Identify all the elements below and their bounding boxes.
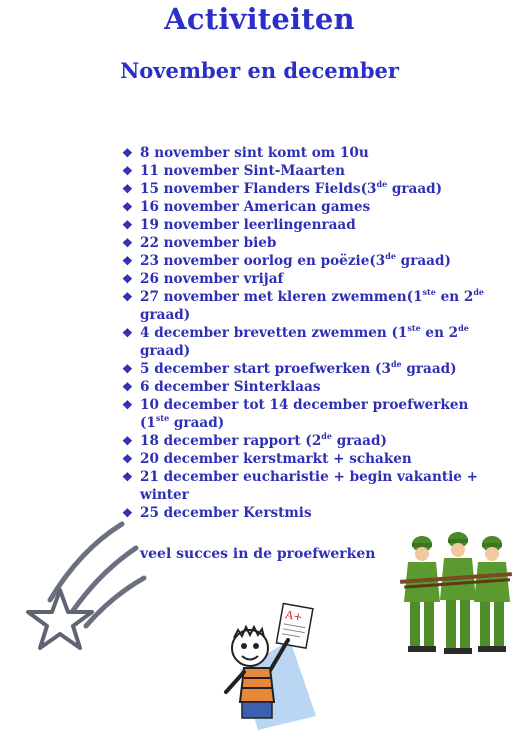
list-item: ❖ 27 november met kleren zwemmen(1ste en 2de graad) [122, 287, 484, 323]
diamond-bullet-icon: ❖ [122, 380, 133, 394]
diamond-bullet-icon: ❖ [122, 362, 133, 376]
list-item: ❖ 19 november leerlingenraad [122, 217, 356, 233]
list-item: ❖ 21 december eucharistie + begin vakantie + winter [122, 469, 479, 503]
list-item: ❖ 5 december start proefwerken (3de graad) [122, 359, 457, 377]
diamond-bullet-icon: ❖ [122, 326, 133, 340]
diamond-bullet-icon: ❖ [122, 290, 133, 304]
list-item: ❖ 6 december Sinterklaas [122, 379, 321, 395]
kid-with-grade-paper-clipart [220, 600, 330, 730]
soldiers-clipart [398, 532, 514, 660]
list-item: ❖ 16 november American games [122, 199, 371, 215]
diamond-bullet-icon: ❖ [122, 470, 133, 484]
grade-text: A+ [284, 608, 304, 624]
diamond-bullet-icon: ❖ [122, 254, 133, 268]
list-item: ❖ 11 november Sint-Maarten [122, 163, 346, 179]
diamond-bullet-icon: ❖ [122, 452, 133, 466]
list-item: ❖ 15 november Flanders Fields(3de graad) [122, 179, 443, 197]
list-item: ❖ 10 december tot 14 december proefwerken (1ste graad) [122, 397, 469, 431]
diamond-bullet-icon: ❖ [122, 200, 133, 214]
diamond-bullet-icon: ❖ [122, 182, 133, 196]
list-item: ❖ 26 november vrijaf [122, 271, 284, 287]
list-item: ❖ 18 december rapport (2de graad) [122, 431, 387, 449]
list-item: ❖ 4 december brevetten zwemmen (1ste en 2de graad) [122, 323, 469, 359]
diamond-bullet-icon: ❖ [122, 236, 133, 250]
diamond-bullet-icon: ❖ [122, 398, 133, 412]
diamond-bullet-icon: ❖ [122, 272, 133, 286]
diamond-bullet-icon: ❖ [122, 164, 133, 178]
list-item: ❖ 25 december Kerstmis [122, 505, 312, 521]
list-item: ❖ 8 november sint komt om 10u [122, 145, 369, 161]
shooting-star-icon [20, 520, 150, 650]
diamond-bullet-icon: ❖ [122, 434, 133, 448]
list-item: ❖ 20 december kerstmarkt + schaken [122, 451, 412, 467]
page-title: Activiteiten [164, 2, 355, 36]
closing-message: veel succes in de proefwerken [140, 546, 376, 562]
diamond-bullet-icon: ❖ [122, 218, 133, 232]
list-item: ❖ 23 november oorlog en poëzie(3de graad) [122, 251, 451, 269]
diamond-bullet-icon: ❖ [122, 506, 133, 520]
diamond-bullet-icon: ❖ [122, 146, 133, 160]
activity-list [122, 144, 497, 522]
list-item: ❖ 22 november bieb [122, 235, 277, 251]
page-subtitle: November en december [120, 58, 399, 83]
